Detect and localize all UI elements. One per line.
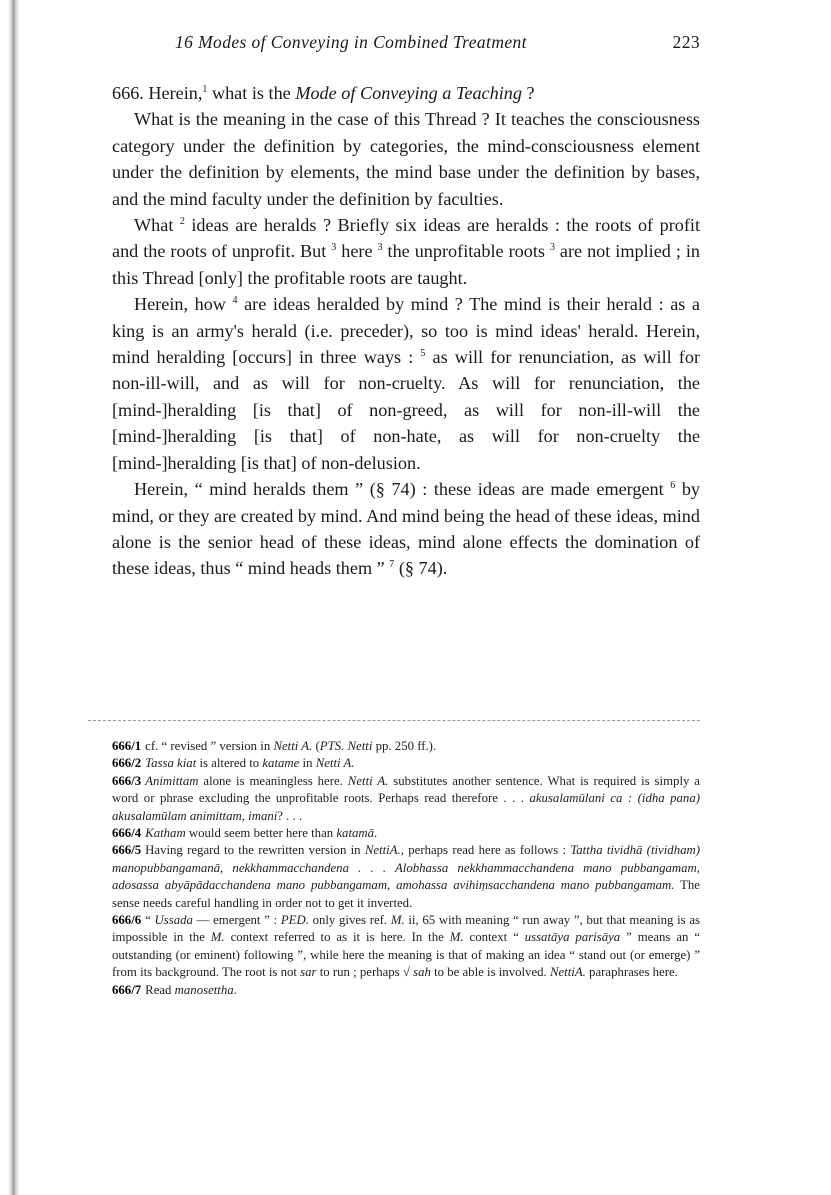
- footnote-marker: 1: [202, 83, 208, 95]
- page-binding-shadow: [0, 0, 26, 1195]
- paragraph-mind-heralds-them: Herein, “ mind heralds them ” (§ 74) : these ideas are made emergent $^6$ by mind, or they are created by mind. And mind being the head of these ideas, mind alone is the senior head of these ideas, mind alone effects the domination of these ideas, thus “ mind heads them ” $^7$ (§ 74).: [112, 479, 701, 579]
- paragraph-mind-herald: Herein, how $^4$ are ideas heralded by mind ? The mind is their herald : as a king is an army's herald (i.e. preceder), so too is mind ideas' herald. Herein, mind heralding [occurs] in three ways : $^5$ as will for renunciation, as will for non-ill-will, and as will for non-cruelty. As will for renunciation, the [mind-]heralding [is that] of non-greed, as will for non-ill-will the [mind-]heralding [is that] of non-hate, as will for non-cruelty the [mind-]heralding [is that] of non-delusion.: [112, 294, 701, 473]
- chapter-title: 16 Modes of Conveying in Combined Treatment: [175, 32, 527, 52]
- footnote-divider: [88, 720, 700, 721]
- footnotes: [112, 738, 700, 999]
- footnote-666-2: 666/2 Tassa kiat is altered to katame in Netti A.: [112, 756, 355, 771]
- paragraph-666-heading: 666. Herein,$^1$ what is the Mode of Conveying a Teaching ?: [112, 83, 535, 103]
- page-number: 223: [672, 32, 700, 52]
- footnote-666-3: 666/3 Animittam alone is meaningless here. Netti A. substitutes another sentence. What is required is simply a word or phrase excluding the unprofitable roots. Perhaps read therefore . . . akusalamūlani ca : (idha pana) akusalamūlam animittam, imani? . . .: [112, 773, 700, 823]
- main-text: [112, 80, 700, 582]
- footnote-marker: 4: [232, 295, 238, 307]
- footnote-666-1: 666/1 cf. “ revised ” version in Netti A. (PTS. Netti pp. 250 ff.).: [112, 739, 437, 753]
- paragraph-thread-meaning: What is the meaning in the case of this Thread ? It teaches the consciousness category under the definition by categories, the mind-consciousness element under the definition by elements, the mind base under the definition by bases, and the mind faculty under the definition by faculties.: [112, 109, 700, 209]
- footnote-666-6: 666/6 “ Ussada — emergent ” : PED. only gives ref. M. ii, 65 with meaning “ run away ”, but that meaning is as impossible in the M. context referred to as it is here. In the M. context “ ussatāya parisāya ” means an “ outstanding (or eminent) following ”, while here the meaning is that of making an idea “ stand out (or emerge) ” from its background. The root is not sar to run ; perhaps √ sah to be able is involved. NettiA. paraphrases here.: [112, 913, 701, 980]
- footnote-marker: 7: [389, 559, 395, 571]
- running-header: [175, 32, 700, 58]
- footnote-666-7: 666/7 Read manosettha.: [112, 982, 237, 997]
- footnote-marker: 6: [670, 480, 676, 492]
- paragraph-heralds: What $^2$ ideas are heralds ? Briefly six ideas are heralds : the roots of profit and the roots of unprofit. But $^3$ here $^3$ the unprofitable roots $^3$ are not implied ; in this Thread [only] the profitable roots are taught.: [112, 215, 701, 288]
- footnote-marker: 3: [331, 242, 337, 254]
- footnote-marker: 2: [179, 215, 185, 227]
- footnote-666-4: 666/4 Katham would seem better here than katamā.: [112, 826, 378, 841]
- footnote-marker: 3: [377, 242, 383, 254]
- footnote-marker: 3: [549, 242, 555, 254]
- footnote-marker: 5: [420, 348, 426, 359]
- footnote-666-5: 666/5 Having regard to the rewritten version in NettiA., perhaps read here as follows : Tattha tividhā (tividham) manopubbangamanā, nekkhammacchandena . . . Alobhassa nekkhammacchandena mano pubbangamam, adosassa abyāpādacchandena mano pubbangamam, amohassa avihiṃsacchandena mano pubbangamam. The sense needs careful handling in order not to get it inverted.: [112, 843, 700, 910]
